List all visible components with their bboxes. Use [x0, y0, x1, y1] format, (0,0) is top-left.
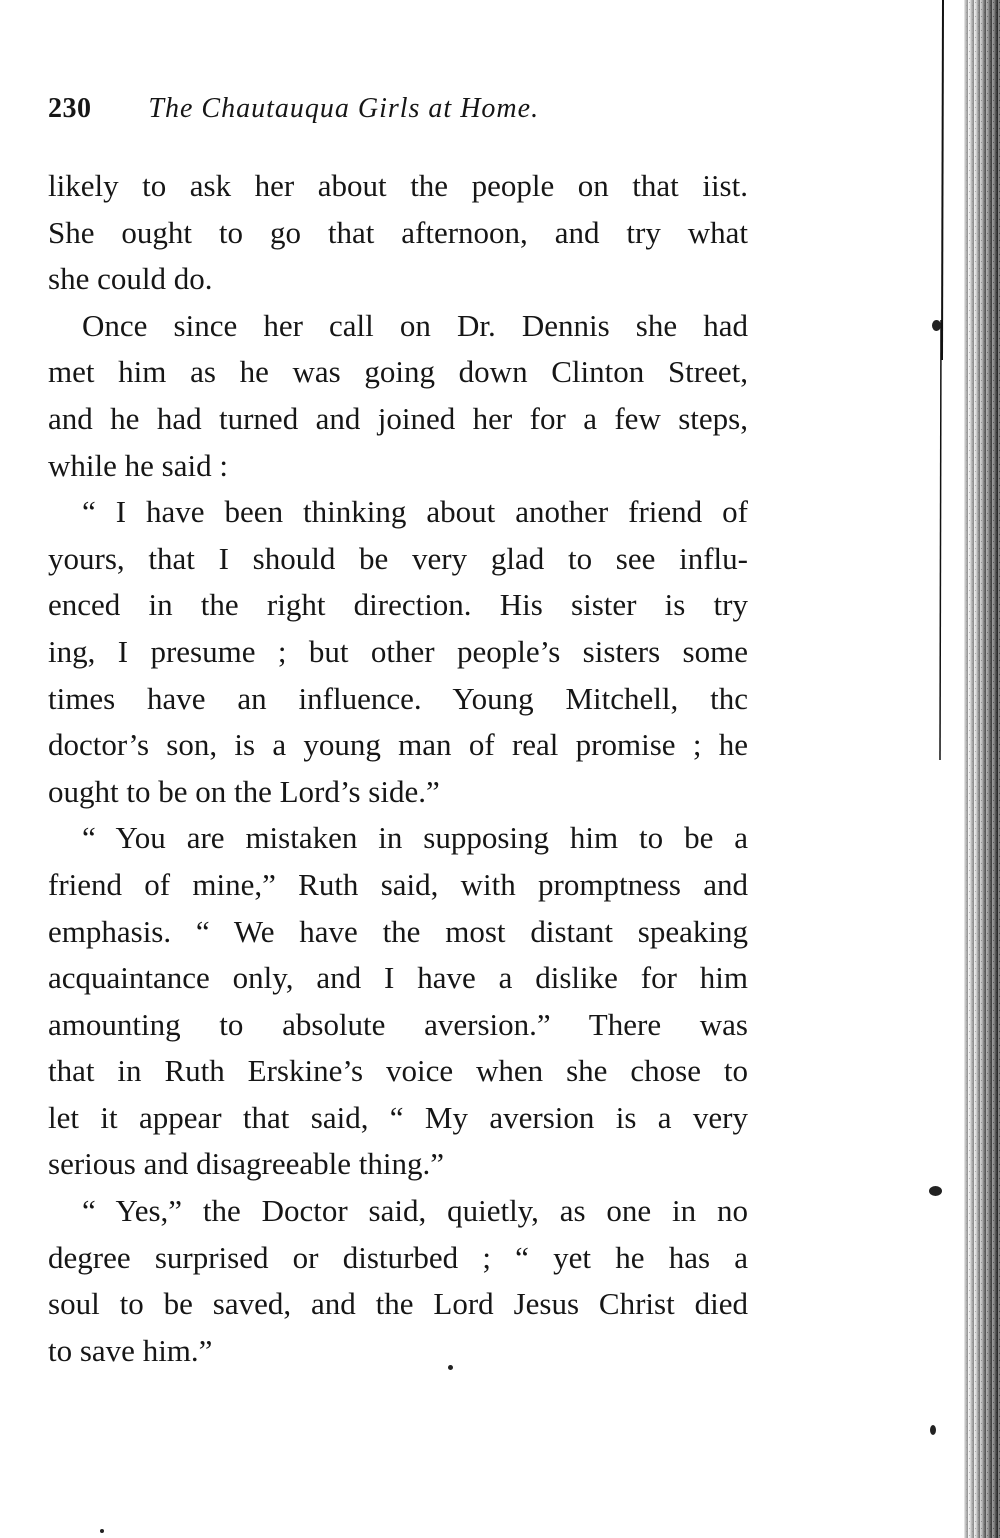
text-line: Once since her call on Dr. Dennis she had [82, 307, 748, 343]
scan-speck [930, 1425, 936, 1435]
running-head [48, 84, 748, 132]
text-line: friend of mine,” Ruth said, with promptness and [48, 866, 748, 902]
text-line: amounting to absolute aversion.” There was [48, 1006, 748, 1042]
scan-speck [929, 1186, 942, 1196]
text-line: “ Yes,” the Doctor said, quietly, as one in no [82, 1193, 748, 1229]
text-line: ought to be on the Lord’s side.” [48, 773, 440, 809]
text-line: serious and disagreeable thing.” [48, 1146, 444, 1182]
page-number: 230 [48, 93, 92, 124]
text-line: emphasis. “ We have the most distant speaking [48, 913, 748, 949]
text-line: ing, I presume ; but other people’s sisters some [48, 633, 748, 669]
scan-speck [448, 1365, 453, 1370]
text-line: likely to ask her about the people on that iist. [48, 168, 748, 203]
text-line: acquaintance only, and I have a dislike for him [48, 960, 748, 996]
scan-speck [100, 1529, 104, 1533]
text-line: degree surprised or disturbed ; “ yet he has a [48, 1239, 748, 1275]
book-title: The Chautauqua Girls at Home. [148, 93, 540, 124]
text-line: doctor’s son, is a young man of real promise ; he [48, 727, 748, 763]
scan-speck [932, 320, 941, 331]
text-line: she could do. [48, 261, 213, 297]
text-line: met him as he was going down Clinton Street, [48, 354, 748, 390]
text-line: soul to be saved, and the Lord Jesus Christ died [48, 1286, 748, 1322]
text-line: to save him.” [48, 1332, 213, 1368]
text-line: while he said : [48, 447, 228, 483]
text-line: enced in the right direction. His sister is try [48, 587, 748, 623]
book-binding-shadow [938, 0, 1000, 1538]
text-line: times have an influence. Young Mitchell, thc [48, 680, 748, 716]
text-line: She ought to go that afternoon, and try what [48, 214, 748, 250]
text-line: yours, that I should be very glad to see influ- [48, 540, 748, 576]
text-line: “ I have been thinking about another friend of [82, 494, 748, 530]
text-line: and he had turned and joined her for a few steps, [48, 400, 748, 436]
text-line: “ You are mistaken in supposing him to be a [82, 820, 748, 856]
text-line: that in Ruth Erskine’s voice when she chose to [48, 1053, 748, 1089]
body-text [48, 163, 748, 1374]
text-line: let it appear that said, “ My aversion is a very [48, 1099, 748, 1135]
